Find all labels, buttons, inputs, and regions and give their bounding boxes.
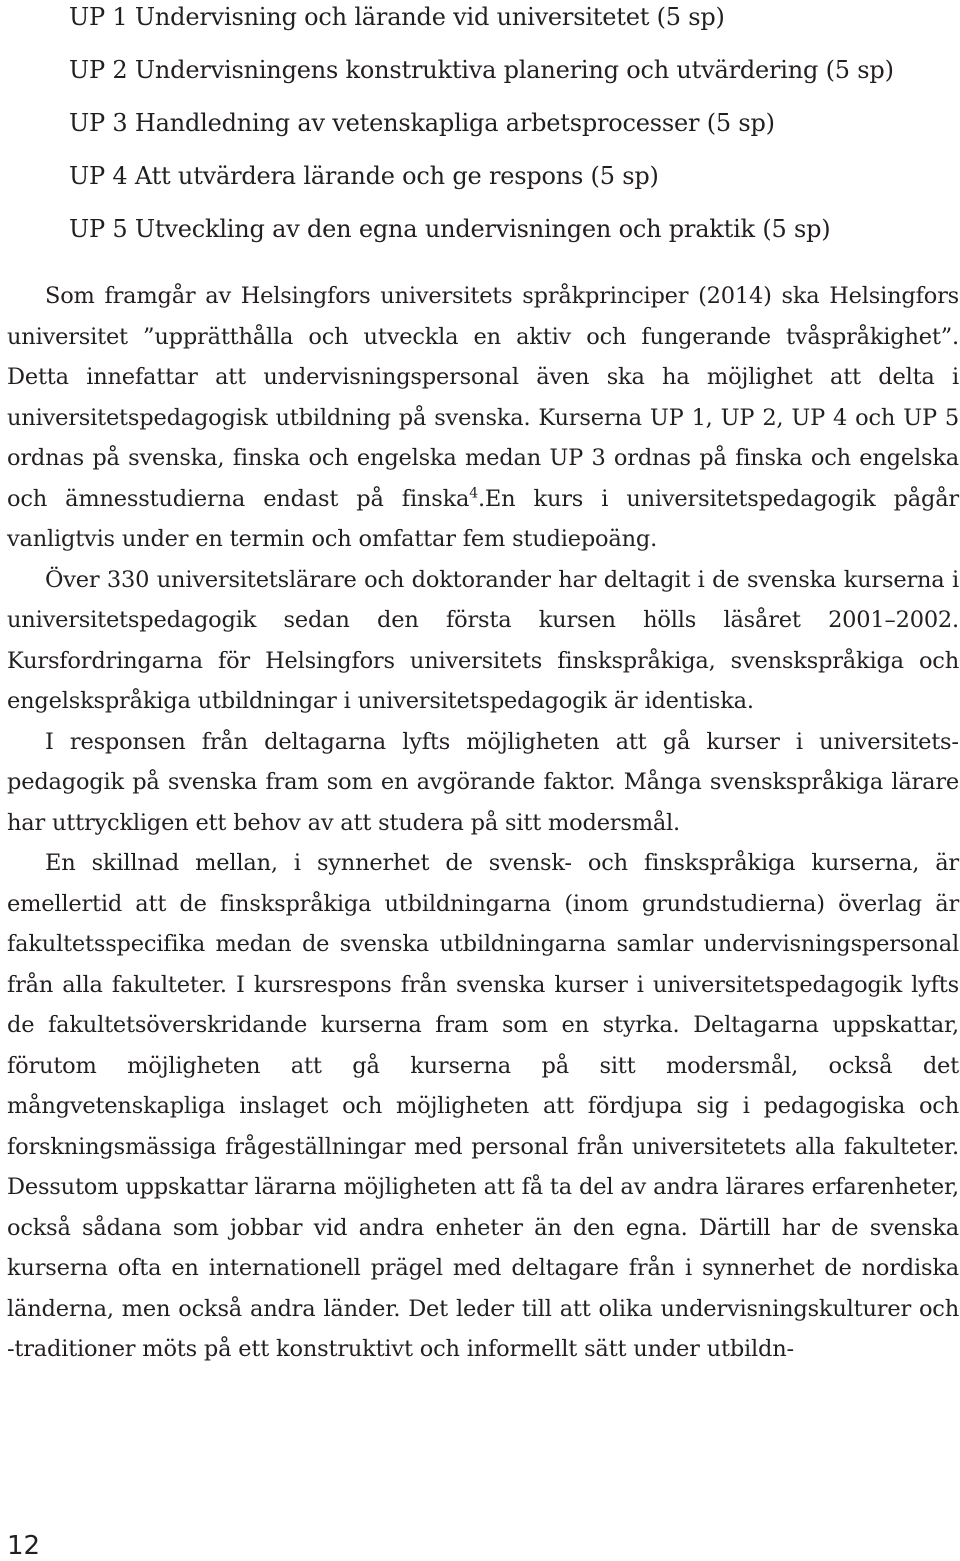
course-item-up4: UP 4 Att utvärdera lärande och ge respons (5 sp) (69, 162, 659, 190)
course-item-up1: UP 1 Undervisning och lärande vid universitetet (5 sp) (69, 3, 725, 31)
paragraph-language-principles (7, 276, 959, 560)
paragraph-differences: En skillnad mellan, i synnerhet de svensk- och finskspråkiga kurserna, är emellertid att de finskspråkiga utbildningarna (inom grundstudierna) överlag är fakultetsspecifika medan de svenska utbildningarna samlar undervisningspersonal från alla fakulteter. I kursrespons från svenska kurser i universitetspedagogik lyfts de fakultetsöverskridande kurserna fram som en styrka. Deltagarna uppskattar, förutom möjligheten att gå kurserna på sitt modersmål, också det mångvetenskapliga inslaget och möjligheten att fördjupa sig i pedagogiska och forskningsmässiga frågeställningar med personal från universitetets alla fakulteter. Dessutom uppskattar lärarna möjligheten att få ta del av andra lärares erfarenheter, också sådana som jobbar vid andra enheter än den egna. Därtill har de svenska kurserna ofta en internationell prägel med deltagare från i synnerhet de nordiska länderna, men också andra länder. Det leder till att olika undervisningskulturer och -traditioner möts på ett konstruktivt och informellt sätt under utbildn- (7, 850, 959, 1362)
course-item-up2: UP 2 Undervisningens konstruktiva planering och utvärdering (5 sp) (69, 56, 894, 84)
document-page (7, 0, 959, 1362)
paragraph-text: Som framgår av Helsingfors universitets språkprinciper (2014) ska Helsingfors universitet ”upprätthålla och utveckla en aktiv och fungerande tvåspråkighet”. Detta innefattar att undervisningspersonal även ska ha möjlighet att delta i universitetspedagogisk utbildning på svenska. Kurserna UP 1, UP 2, UP 4 och UP 5 ordnas på svenska, finska och engelska medan UP 3 ordnas på finska och engelska och ämnesstudierna endast på finska (7, 283, 959, 512)
course-item-up5: UP 5 Utveckling av den egna undervisningen och praktik (5 sp) (69, 215, 831, 243)
footnote-reference: 4 (469, 485, 478, 501)
paragraph-text: .En kurs i universitetspedagogik pågår vanligtvis under en termin och omfattar fem studiepoäng. (7, 485, 959, 552)
page-number: 12 (7, 1531, 41, 1561)
course-list (7, 0, 959, 265)
paragraph-feedback: I responsen från deltagarna lyfts möjligheten att gå kurser i universitetspedagogik på svenska fram som en avgörande faktor. Många svenskspråkiga lärare har uttryckligen ett behov av att studera på sitt modersmål. (7, 728, 959, 836)
paragraph-participants: Över 330 universitetslärare och doktorander har deltagit i de svenska kurserna i universitetspedagogik sedan den första kursen hölls läsåret 2001–2002. Kursfordringarna för Helsingfors universitets finskspråkiga, svenskspråkiga och engelskspråkiga utbildningar i universitetspedagogik är identiska. (7, 566, 959, 714)
course-item-up3: UP 3 Handledning av vetenskapliga arbetsprocesser (5 sp) (69, 109, 775, 137)
body-text (7, 276, 959, 1370)
